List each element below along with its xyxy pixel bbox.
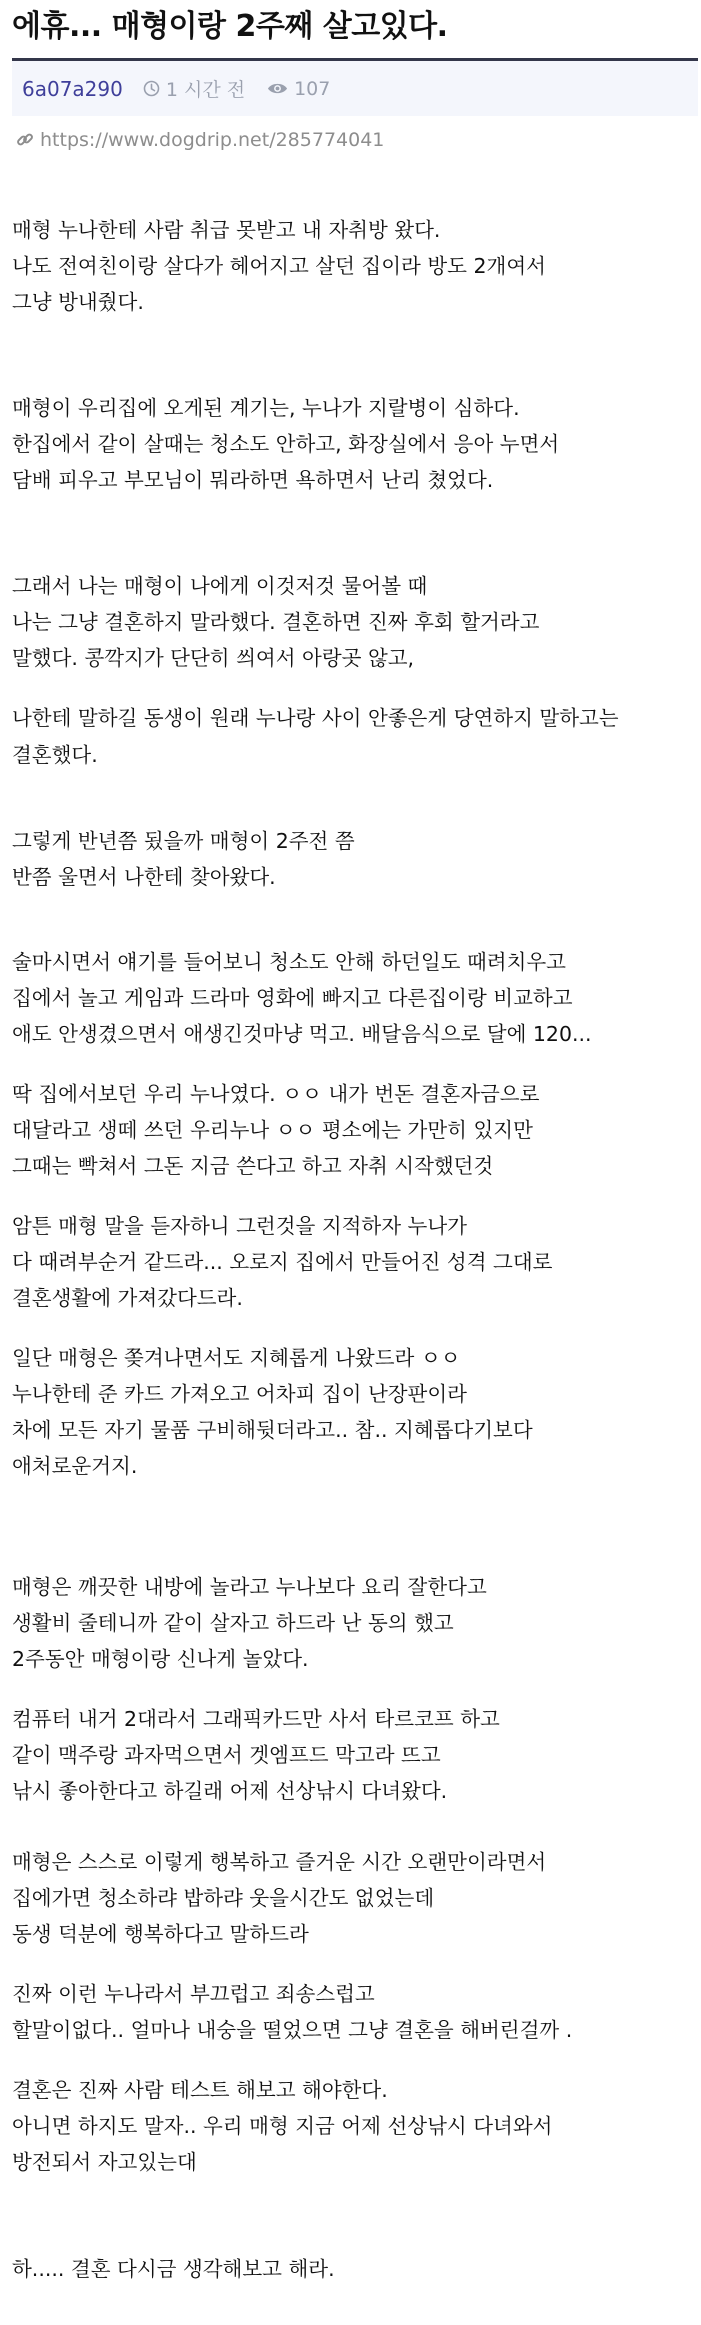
- body-line: 반쯤 울면서 나한테 찾아왔다.: [12, 865, 276, 889]
- body-line: 다 때려부순거 같드라... 오로지 집에서 만들어진 성격 그대로: [12, 1250, 553, 1274]
- body-line: 말했다. 콩깍지가 단단히 씌여서 아랑곳 않고,: [12, 646, 415, 670]
- body-line: 담배 피우고 부모님이 뭐라하면 욕하면서 난리 쳤었다.: [12, 468, 494, 492]
- body-line: 동생 덕분에 행복하다고 말하드라: [12, 1922, 309, 1946]
- body-line: 매형 누나한테 사람 취급 못받고 내 자취방 왔다.: [12, 218, 441, 242]
- body-line: 나한테 말하길 동생이 원래 누나랑 사이 안좋은게 당연하지 말하고는: [12, 706, 619, 730]
- post-time-text: 1 시간 전: [165, 79, 246, 101]
- clock-icon: [143, 80, 160, 97]
- body-line: 애도 안생겼으면서 애생긴것마냥 먹고. 배달음식으로 달에 120...: [12, 1022, 592, 1046]
- body-line: 매형이 우리집에 오게된 계기는, 누나가 지랄병이 심하다.: [12, 396, 520, 420]
- body-line: 하..... 결혼 다시금 생각해보고 해라.: [12, 2257, 335, 2281]
- body-line: 그렇게 반년쯤 됬을까 매형이 2주전 쯤: [12, 829, 355, 853]
- body-line: 딱 집에서보던 우리 누나였다. ㅇㅇ 내가 번돈 결혼자금으로: [12, 1082, 540, 1106]
- body-line: 차에 모든 자기 물품 구비해뒷더라고.. 참.. 지혜롭다기보다: [12, 1418, 533, 1442]
- post-url-row: [16, 125, 384, 155]
- body-line: 그래서 나는 매형이 나에게 이것저것 물어볼 때: [12, 574, 428, 598]
- post-time: [143, 75, 245, 102]
- post-views-count: 107: [294, 77, 331, 100]
- body-line: 암튼 매형 말을 듣자하니 그런것을 지적하자 누나가: [12, 1214, 467, 1238]
- body-line: 매형은 깨끗한 내방에 놀라고 누나보다 요리 잘한다고: [12, 1575, 487, 1599]
- body-line: 애처로운거지.: [12, 1454, 138, 1478]
- body-line: 결혼했다.: [12, 743, 98, 767]
- post-meta-bar: [12, 58, 698, 116]
- body-line: 누나한테 준 카드 가져오고 어차피 집이 난장판이라: [12, 1382, 467, 1406]
- body-line: 결혼은 진짜 사람 테스트 해보고 해야한다.: [12, 2078, 388, 2102]
- eye-icon: [267, 81, 288, 96]
- body-line: 집에서 놀고 게임과 드라마 영화에 빠지고 다른집이랑 비교하고: [12, 986, 573, 1010]
- post-views: [267, 78, 330, 100]
- body-line: 아니면 하지도 말자.. 우리 매형 지금 어제 선상낚시 다녀와서: [12, 2114, 553, 2138]
- body-line: 술마시면서 얘기를 들어보니 청소도 안해 하던일도 때려치우고: [12, 950, 566, 974]
- body-line: 낚시 좋아한다고 하길래 어제 선상낚시 다녀왔다.: [12, 1779, 448, 1803]
- body-line: 할말이없다.. 얼마나 내숭을 떨었으면 그냥 결혼을 해버린걸까 .: [12, 2018, 573, 2042]
- post-url-link[interactable]: https://www.dogdrip.net/285774041: [40, 129, 385, 151]
- body-line: 방전되서 자고있는대: [12, 2150, 197, 2174]
- body-line: 대달라고 생떼 쓰던 우리누나 ㅇㅇ 평소에는 가만히 있지만: [12, 1118, 533, 1142]
- author-name[interactable]: 6a07a290: [22, 76, 123, 101]
- body-line: 생활비 줄테니까 같이 살자고 하드라 난 동의 했고: [12, 1611, 454, 1635]
- body-line: 컴퓨터 내거 2대라서 그래픽카드만 사서 타르코프 하고: [12, 1707, 500, 1731]
- body-line: 나는 그냥 결혼하지 말라했다. 결혼하면 진짜 후회 할거라고: [12, 610, 540, 634]
- body-line: 2주동안 매형이랑 신나게 놀았다.: [12, 1647, 309, 1671]
- body-line: 그냥 방내줬다.: [12, 290, 144, 314]
- link-icon: [16, 131, 34, 149]
- body-line: 같이 맥주랑 과자먹으면서 겟엠프드 막고라 뜨고: [12, 1743, 441, 1767]
- body-line: 결혼생활에 가져갔다드라.: [12, 1286, 243, 1310]
- post-title: 에휴... 매형이랑 2주째 살고있다.: [12, 9, 448, 44]
- body-line: 한집에서 같이 살때는 청소도 안하고, 화장실에서 응아 누면서: [12, 432, 560, 456]
- body-line: 그때는 빡쳐서 그돈 지금 쓴다고 하고 자취 시작했던것: [12, 1154, 494, 1178]
- body-line: 일단 매형은 쫒겨나면서도 지혜롭게 나왔드라 ㅇㅇ: [12, 1346, 461, 1370]
- body-line: 매형은 스스로 이렇게 행복하고 즐거운 시간 오랜만이라면서: [12, 1850, 547, 1874]
- body-line: 집에가면 청소하랴 밥하랴 웃을시간도 없었는데: [12, 1886, 435, 1910]
- body-line: 나도 전여친이랑 살다가 헤어지고 살던 집이라 방도 2개여서: [12, 254, 546, 278]
- body-line: 진짜 이런 누나라서 부끄럽고 죄송스럽고: [12, 1982, 375, 2006]
